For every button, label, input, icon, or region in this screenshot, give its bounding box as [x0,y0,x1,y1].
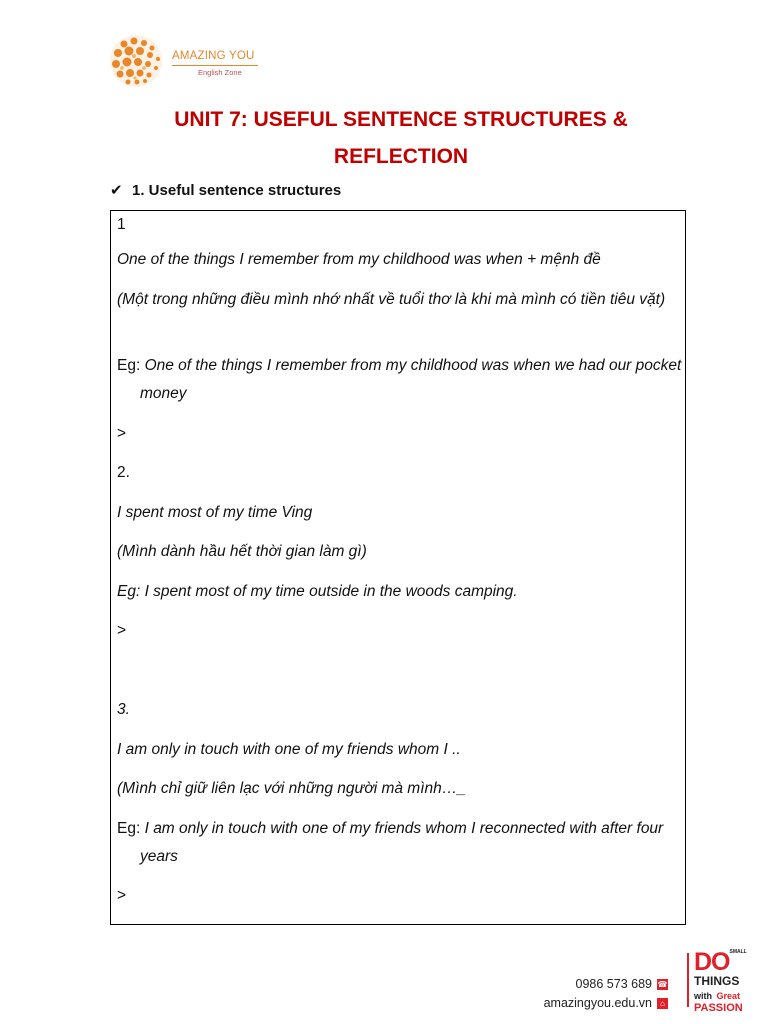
item-number-2: 2. [117,464,130,481]
example-label-1: Eg: [117,357,145,374]
translation-2: (Mình dành hầu hết thời gian làm gì) [117,543,367,560]
page-title: UNIT 7: USEFUL SENTENCE STRUCTURES & REFLECTION [174,108,628,168]
footer-website: amazingyou.edu.vn [543,996,652,1010]
logo-sphere-icon [108,34,168,88]
logo-subtitle: English Zone [198,68,242,77]
example-text-3: I am only in touch with one of my friends whom I reconnected with after four years [140,820,664,865]
logo-divider [172,65,258,66]
slogan-small: SMALL [729,949,747,955]
section-heading-text: 1. Useful sentence structures [132,182,342,199]
item-number-3: 3. [117,701,130,718]
footer-phone: 0986 573 689 [575,977,652,991]
section-heading [110,181,341,199]
phone-icon: ☎ [657,980,668,990]
translation-3: (Mình chỉ giữ liên lạc với những người mà mình…_ [117,780,466,797]
structure-2: I spent most of my time Ving [117,504,313,521]
slogan [694,950,747,1014]
example-label-3: Eg: [117,820,145,837]
structures-box [110,210,686,925]
answer-marker-3: > [117,887,127,904]
example-text-1: One of the things I remember from my childhood was when we had our pocket money [140,357,682,402]
answer-marker-2: > [117,622,127,639]
slogan-do: DO [694,948,730,976]
home-icon: ⌂ [657,998,668,1009]
slogan-passion: PASSION [694,1002,743,1014]
item-number-1: 1 [117,216,126,233]
example-3 [117,815,683,871]
answer-marker-1: > [117,425,127,442]
slogan-great: Great [716,991,740,1001]
footer-contact [544,975,668,1013]
structure-1: One of the things I remember from my childhood was when + mệnh đề [117,251,601,268]
example-1 [117,352,683,408]
brand-logo [108,34,268,88]
example-2: Eg: I spent most of my time outside in the woods camping. [117,583,518,600]
structure-3: I am only in touch with one of my friends whom I .. [117,741,461,758]
slogan-with: with [694,991,712,1001]
checkmark-icon: ✔ [110,182,123,199]
slogan-divider [687,953,689,1007]
slogan-things: THINGS [694,974,740,988]
translation-1: (Một trong những điều mình nhớ nhất về tuổi thơ là khi mà mình có tiền tiêu vặt) [117,291,666,308]
logo-name: AMAZING YOU [172,50,255,62]
